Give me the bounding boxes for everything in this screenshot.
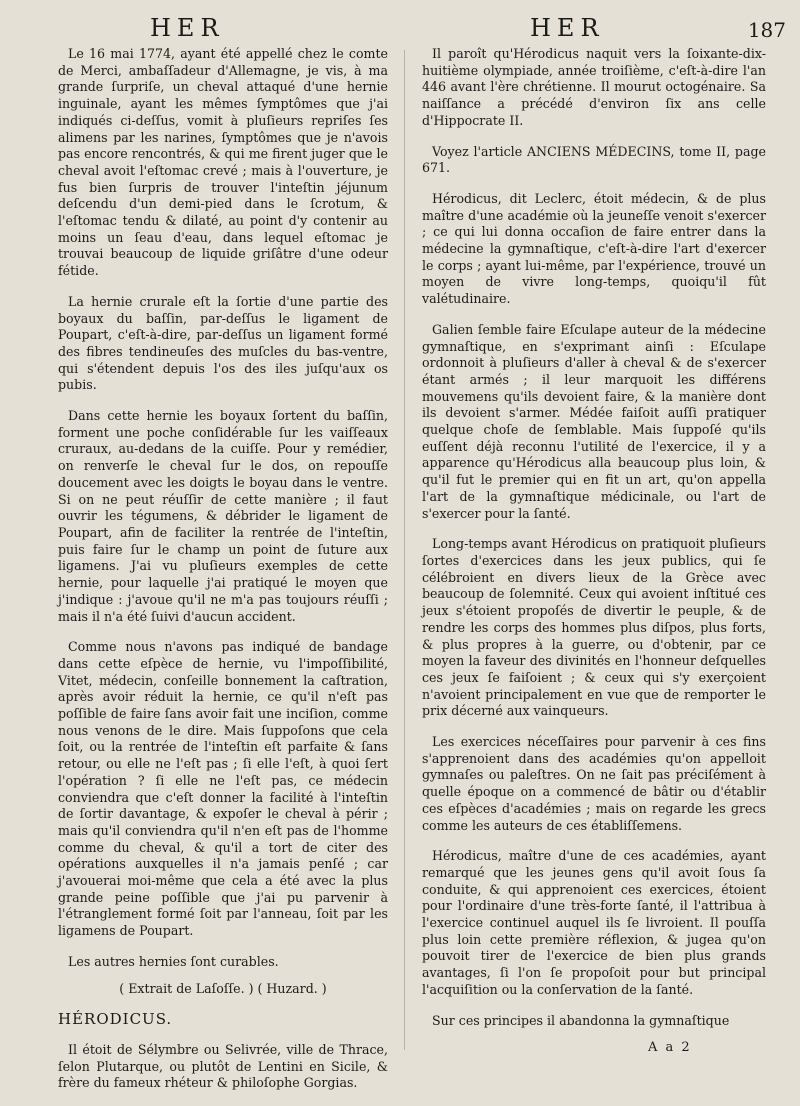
article-heading: HÉRODICUS. [58,1010,173,1029]
right-column [422,46,766,1043]
running-title-right: HER [530,14,605,42]
paragraph: Sur ces principes il abandonna la gymnaſtique [432,1012,730,1028]
running-title-left: HER [150,14,225,42]
paragraph: Long-temps avant Hérodicus on pratiquoit pluſieurs ſortes d'exercices dans les jeux publics, qui ſe célébroient en divers lieux de la Grèce avec beaucoup de ſolemnité. Ceux qui avoient inſtitué ces jeux s'étoient propoſés de divertir le peuple, & de rendre les corps des hommes plus diſpos, plus forts, & plus propres à la guerre, ou d'obtenir, par ce moyen la faveur des divinités en l'honneur deſquelles ces jeux ſe faiſoient ; & ceux qui s'y exerçoient n'avoient principalement en vue que de remporter le prix décerné aux vainqueurs. [422,536,766,719]
paragraph: Dans cette hernie les boyaux ſortent du baſſin, forment une poche conſidérable ſur les vaiſſeaux cruraux, au-dedans de la cuiſſe. Pour y remédier, on renverſe le cheval ſur le dos, on repouſſe doucement avec les doigts le boyau dans le ventre. Si on ne peut réuſſir de cette manière ; il faut ouvrir les tégumens, & débrider le ligament de Poupart, afin de faciliter la rentrée de l'inteſtin, puis faire ſur le champ un point de ſuture aux ligamens. J'ai vu pluſieurs exemples de cette hernie, pour laquelle j'ai pratiqué le moyen que j'indique : j'avoue qu'il ne m'a pas toujours réuſſi ; mais il n'a été ſuivi d'aucun accident. [58,408,388,624]
paragraph: La hernie crurale eſt la ſortie d'une partie des boyaux du baſſin, par-deſſus le ligament de Poupart, c'eſt-à-dire, par-deſſus un ligament formé des fibres tendineuſes des muſcles du bas-ventre, qui s'étendent depuis l'os des iles juſqu'aux os pubis. [58,293,388,393]
signature-mark: A a 2 [648,1040,692,1055]
page-number: 187 [747,18,786,42]
paragraph: Les exercices néceſſaires pour parvenir à ces fins s'apprenoient dans des académies qu'on appelloit gymnaſes ou paleſtres. On ne ſait pas préciſément à quelle époque on a commencé de bâtir ou d'établir ces eſpèces d'académies ; mais on regarde les grecs comme les auteurs de ces établiſſemens. [422,734,766,833]
column-divider [404,50,405,1050]
paragraph: Comme nous n'avons pas indiqué de bandage dans cette eſpèce de hernie, vu l'impoſſibilité, Vitet, médecin, conſeille bonnement la caſtration, après avoir réduit la hernie, ce qu'il n'eſt pas poſſible de faire ſans avoir fait une inciſion, comme nous venons de le dire. Mais ſuppoſons que cela ſoit, ou la rentrée de l'inteſtin eſt parfaite & ſans retour, ou elle ne l'eſt pas ; ſi elle l'eſt, à quoi ſert l'opération ? ſi elle ne l'eſt pas, ce médecin conviendra que c'eſt donner la facilité à l'inteſtin de ſortir davantage, & expoſer le cheval à périr ; mais qu'il conviendra qu'il n'en eſt pas de l'homme comme du cheval, & qu'il a tort de citer des opérations auxquelles il n'a jamais penſé ; car j'avouerai moi-même que cela a été avec la plus grande peine poſſible que j'ai pu parvenir à l'étranglement formé ſoit par l'anneau, ſoit par les ligamens de Poupart. [58,639,388,939]
paragraph: Hérodicus, dit Leclerc, étoit médecin, & de plus maître d'une académie où la jeuneſſe venoit s'exercer ; ce qui lui donna occaſion de faire entrer dans la médecine la gymnaſtique, c'eſt-à-dire l'art d'exercer le corps ; ayant lui-même, par l'expérience, trouvé un moyen de vivre long-temps, quoiqu'il fût valétudinaire. [422,190,766,307]
cross-reference: Voyez l'article ANCIENS MÉDECINS, tome II, page 671. [422,143,766,176]
source-attribution: ( Extrait de Laſoſſe. ) ( Huzard. ) [119,980,327,996]
paragraph: Galien ſemble faire Eſculape auteur de la médecine gymnaſtique, en s'exprimant ainſi : Eſculape ordonnoit à pluſieurs d'aller à cheval & de s'exercer étant armés ; il leur marquoit les différens mouvemens qu'ils devoient faire, & la manière dont ils devoient s'armer. Médée faiſoit auſſi pratiquer quelque choſe de ſemblable. Mais ſuppoſé qu'ils euſſent déjà reconnu l'utilité de l'exercice, il y a apparence qu'Hérodicus alla beaucoup plus loin, & qu'il fut le premier qui en fit un art, qu'on appella l'art de la gymnaſtique médicinale, ou l'art de s'exercer pour la ſanté. [422,321,766,521]
paragraph: Hérodicus, maître d'une de ces académies, ayant remarqué que les jeunes gens qu'il avoit ſous ſa conduite, & qui apprenoient ces exercices, étoient pour l'ordinaire d'une très-forte ſanté, il l'attribua à l'exercice continuel auquel ils ſe livroient. Il pouſſa plus loin cette première réflexion, & jugea qu'on pouvoit tirer de l'exercice de bien plus grands avantages, ſi l'on ſe propoſoit pour but principal l'acquiſition ou la conſervation de la ſanté. [422,848,766,997]
paragraph: Les autres hernies ſont curables. [68,953,279,969]
paragraph: Il étoit de Sélymbre ou Selivrée, ville de Thrace, ſelon Plutarque, ou plutôt de Lentini en Sicile, & frère du fameux rhéteur & philoſophe Gorgias. [58,1041,388,1091]
running-header [0,14,800,48]
paragraph: Il paroît qu'Hérodicus naquit vers la ſoixante-dix-huitième olympiade, année troiſième, c'eſt-à-dire l'an 446 avant l'ère chrétienne. Il mourut octogénaire. Sa naiſſance a précédé d'environ ſix ans celle d'Hippocrate II. [422,46,766,128]
paragraph: Le 16 mai 1774, ayant été appellé chez le comte de Merci, ambaſſadeur d'Allemagne, je vis, à ma grande ſurpriſe, un cheval attaqué d'une hernie inguinale, ayant les mêmes ſymptômes que j'ai indiqués ci-deſſus, vomit à pluſieurs repriſes ſes alimens par les narines, ſymptômes que je n'avois pas encore rencontrés, & qui me firent juger que le cheval avoit l'eſtomac crevé ; mais à l'ouverture, je fus bien ſurpris de trouver l'inteſtin jéjunum deſcendu d'un demi-pied dans le ſcrotum, & l'eſtomac tendu & dilaté, au point d'y contenir au moins un ſeau d'eau, dans lequel eſtomac je trouvai beaucoup de liquide griſâtre d'une odeur fétide. [58,46,388,279]
left-column [58,46,388,1106]
